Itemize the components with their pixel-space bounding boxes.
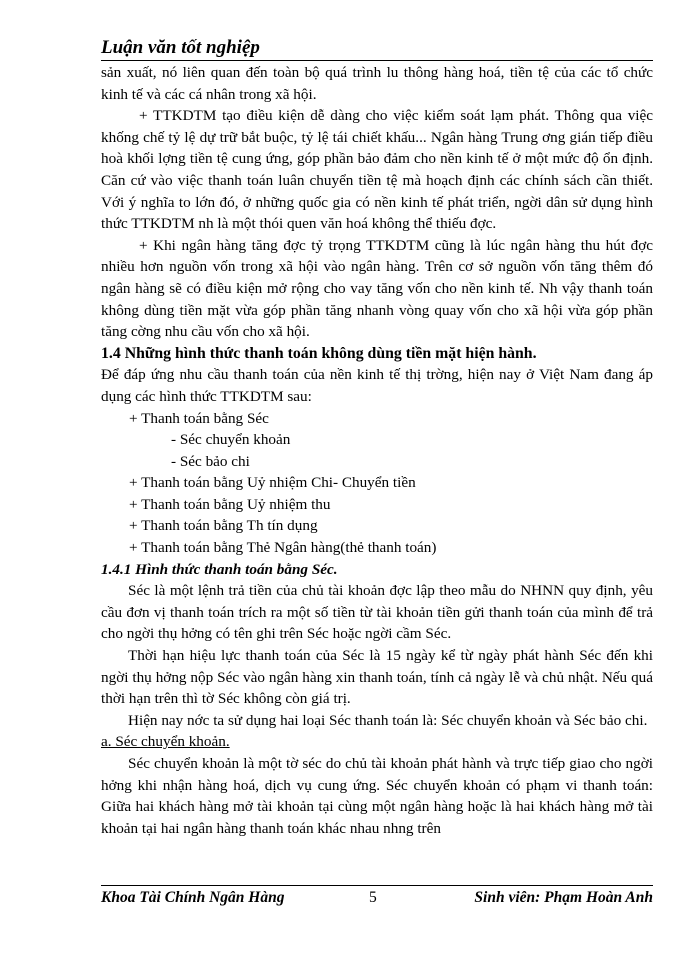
- section-title: 1.4 Những hình thức thanh toán không dùng tiền mặt hiện hành.: [101, 344, 537, 362]
- running-header: Luận văn tốt nghiệp: [101, 36, 653, 61]
- list-item: + Thanh toán bằng Uỷ nhiệm Chi- Chuyển tiền: [129, 474, 416, 492]
- list-item: - Séc bảo chi: [171, 452, 250, 470]
- footer-student: Sinh viên: Phạm Hoàn Anh: [474, 889, 653, 906]
- list-item: + Thanh toán bằng Uỷ nhiệm thu: [129, 495, 331, 513]
- paragraph-1: sản xuất, nó liên quan đến toàn bộ quá trình lu thông hàng hoá, tiền tệ của các tổ chức kinh tế và các cá nhân trong xã hội.: [101, 64, 653, 103]
- list-item: + Thanh toán bằng Thẻ Ngân hàng(thẻ thanh toán): [129, 539, 437, 557]
- page-number: 5: [369, 889, 377, 906]
- paragraph-3: + Khi ngân hàng tăng đợc tỷ trọng TTKDTM cũng là lúc ngân hàng thu hút đợc nhiều hơn nguồn vốn trong xã hội vào ngân hàng. Trên cơ sở nguồn vốn tăng thêm đó ngân hàng sẽ có điều kiện mở rộng cho vay tăng vốn cho nền kinh tế. Nh vậy thanh toán không dùng tiền mặt vừa góp phần tăng nhanh vòng quay vốn cho xã hội vừa góp phần tăng cờng nhu cầu vốn cho xã hội.: [101, 236, 653, 341]
- paragraph-2: + TTKDTM tạo điều kiện dễ dàng cho việc kiểm soát lạm phát. Thông qua việc khống chế tỷ lệ dự trữ bắt buộc, tỷ lệ tái chiết khấu... Ngân hàng Trung ơng gián tiếp điều hoà khối lợng tiền tệ cung ứng, góp phần bảo đảm cho nền kinh tế ở một mức độ ổn định. Căn cứ vào việc thanh toán luân chuyển tiền tệ mà hoạch định các chính sách cần thiết. Với ý nghĩa to lớn đó, ở những quốc gia có nền kinh tế phát triển, ngời dân sử dụng hình thức TTKDTM nh là một thói quen văn hoá không thể thiếu đợc.: [101, 107, 653, 233]
- subsection-title: 1.4.1 Hình thức thanh toán bằng Séc.: [101, 560, 338, 578]
- list-item: - Séc chuyển khoản: [171, 431, 291, 449]
- list-item: + Thanh toán bằng Séc: [129, 409, 269, 427]
- paragraph-7: Hiện nay nớc ta sử dụng hai loại Séc thanh toán là: Séc chuyển khoản và Séc bảo chi.: [128, 711, 648, 729]
- running-footer: [101, 885, 653, 906]
- document-body: [101, 62, 653, 839]
- paragraph-9: Séc chuyển khoản là một tờ séc do chủ tài khoản phát hành và trực tiếp giao cho ngời hởng khi nhận hàng hoá, dịch vụ cung ứng. Séc chuyển khoản có phạm vi thanh toán: Giữa hai khách hàng mở tài khoản tại cùng một ngân hàng hoặc là hai khách hàng mở tài khoản tại hai ngân hàng thanh toán khác nhau nhng trên: [101, 755, 653, 837]
- subheading-a: a. Séc chuyển khoản.: [101, 733, 230, 751]
- list-item: + Thanh toán bằng Th tín dụng: [129, 517, 318, 535]
- paragraph-5: Séc là một lệnh trả tiền của chủ tài khoản đợc lập theo mẫu do NHNN quy định, yêu cầu đơn vị thanh toán trích ra một số tiền từ tài khoản tiền gửi thanh toán của mình để trả cho ngời thụ hởng có tên ghi trên Séc hoặc ngời cầm Séc.: [101, 582, 653, 643]
- paragraph-6: Thời hạn hiệu lực thanh toán của Séc là 15 ngày kể từ ngày phát hành Séc đến khi ngời thụ hởng nộp Séc vào ngân hàng xin thanh toán, tính cả ngày lễ và chủ nhật. Nếu quá thời hạn trên thì tờ Séc không còn giá trị.: [101, 647, 653, 708]
- paragraph-4: Để đáp ứng nhu cầu thanh toán của nền kinh tế thị trờng, hiện nay ở Việt Nam đang áp dụng các hình thức TTKDTM sau:: [101, 366, 653, 405]
- footer-faculty: Khoa Tài Chính Ngân Hàng: [101, 889, 285, 906]
